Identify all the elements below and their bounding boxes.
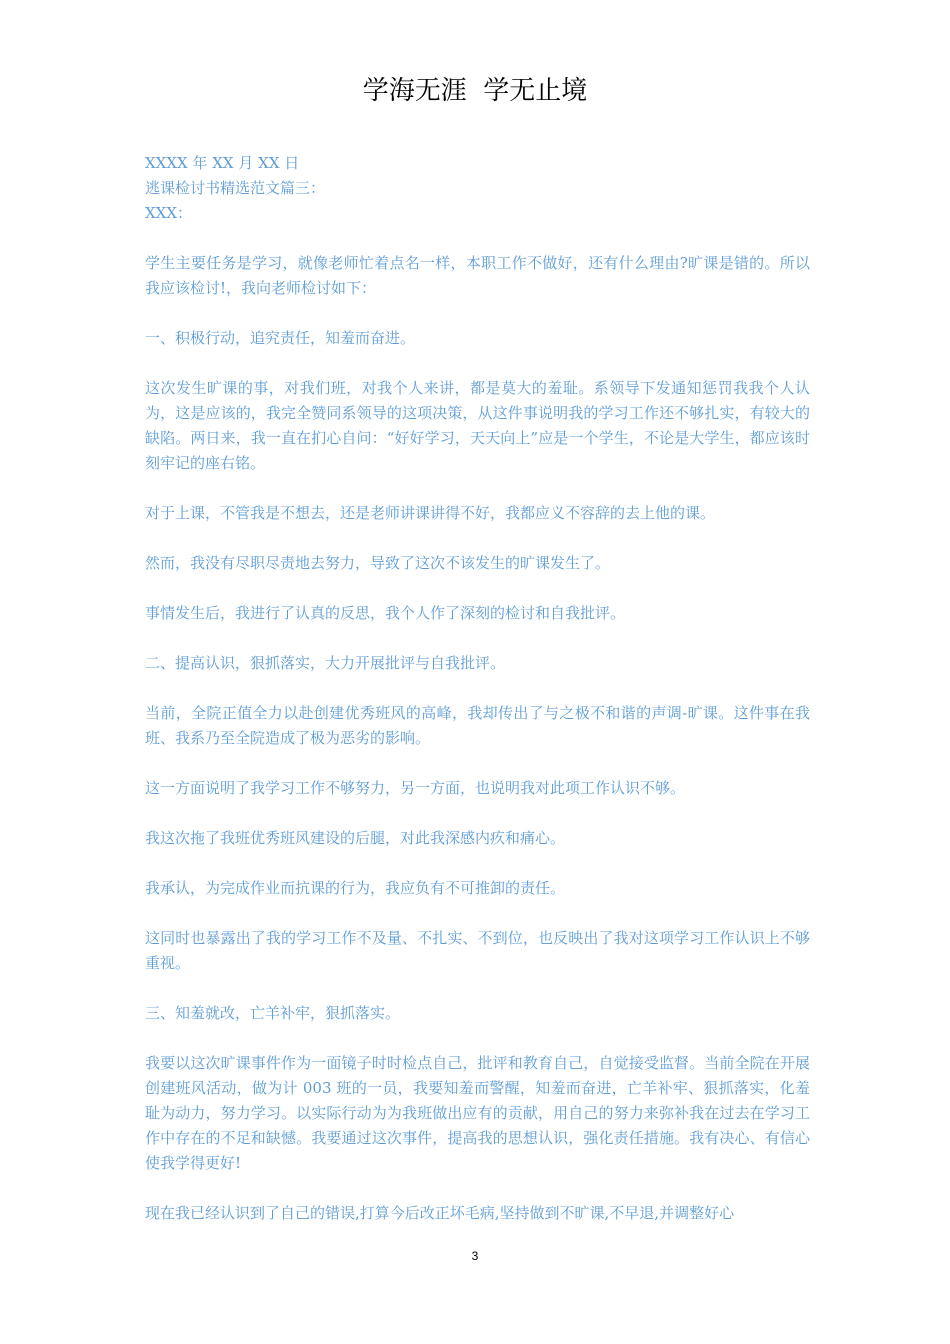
paragraph: 这次发生旷课的事，对我们班，对我个人来讲，都是莫大的羞耻。系领导下发通知惩罚我我个人认为，这是应该的，我完全赞同系领导的这项决策，从这件事说明我的学习工作还不够扎实，有较大的缺陷。两日来，我一直在扪心自问：“好好学习，天天向上”应是一个学生，不论是大学生，都应该时刻牢记的座右铭。	[145, 379, 810, 472]
paragraph: 学生主要任务是学习，就像老师忙着点名一样，本职工作不做好，还有什么理由?旷课是错的。所以我应该检讨!，我向老师检讨如下：	[145, 254, 810, 297]
document-body	[145, 151, 810, 1226]
page-number: 3	[471, 1249, 479, 1263]
paragraph: 对于上课，不管我是不想去，还是老师讲课讲得不好，我都应义不容辞的去上他的课。	[145, 504, 716, 522]
paragraph: 现在我已经认识到了自己的错误,打算今后改正坏毛病,坚持做到不旷课,不早退,并调整好心	[145, 1204, 735, 1222]
document-subtitle: 逃课检讨书精选范文篇三：	[145, 179, 326, 197]
section-heading-3: 三、知羞就改，亡羊补牢，狠抓落实。	[145, 1004, 401, 1022]
section-heading-1: 一、积极行动，追究责任，知羞而奋进。	[145, 329, 416, 347]
paragraph: 事情发生后，我进行了认真的反思，我个人作了深刻的检讨和自我批评。	[145, 604, 626, 622]
paragraph: 这一方面说明了我学习工作不够努力，另一方面，也说明我对此项工作认识不够。	[145, 779, 686, 797]
paragraph: 我这次拖了我班优秀班风建设的后腿，对此我深感内疚和痛心。	[145, 829, 566, 847]
section-heading-2: 二、提高认识，狠抓落实，大力开展批评与自我批评。	[145, 654, 506, 672]
paragraph: 当前，全院正值全力以赴创建优秀班风的高峰，我却传出了与之极不和谐的声调-旷课。这件事在我班、我系乃至全院造成了极为恶劣的影响。	[145, 704, 810, 747]
page-header-title: 学海无涯 学无止境	[362, 76, 588, 106]
paragraph: 我要以这次旷课事件作为一面镜子时时检点自己，批评和教育自己，自觉接受监督。当前全院在开展创建班风活动，做为计 003 班的一员，我要知羞而警醒，知羞而奋进，亡羊补牢、狠抓落实，化羞耻为动力，努力学习。以实际行动为为我班做出应有的贡献，用自己的努力来弥补我在过去在学习工作中存在的不足和缺憾。我要通过这次事件，提高我的思想认识，强化责任措施。我有决心、有信心使我学得更好!	[145, 1054, 810, 1172]
salutation: XXX：	[145, 204, 193, 222]
paragraph: 这同时也暴露出了我的学习工作不及量、不扎实、不到位，也反映出了我对这项学习工作认识上不够重视。	[145, 929, 810, 972]
date-line: XXXX 年 XX 月 XX 日	[145, 154, 300, 172]
paragraph: 我承认，为完成作业而抗课的行为，我应负有不可推卸的责任。	[145, 879, 566, 897]
paragraph: 然而，我没有尽职尽责地去努力，导致了这次不该发生的旷课发生了。	[145, 554, 611, 572]
